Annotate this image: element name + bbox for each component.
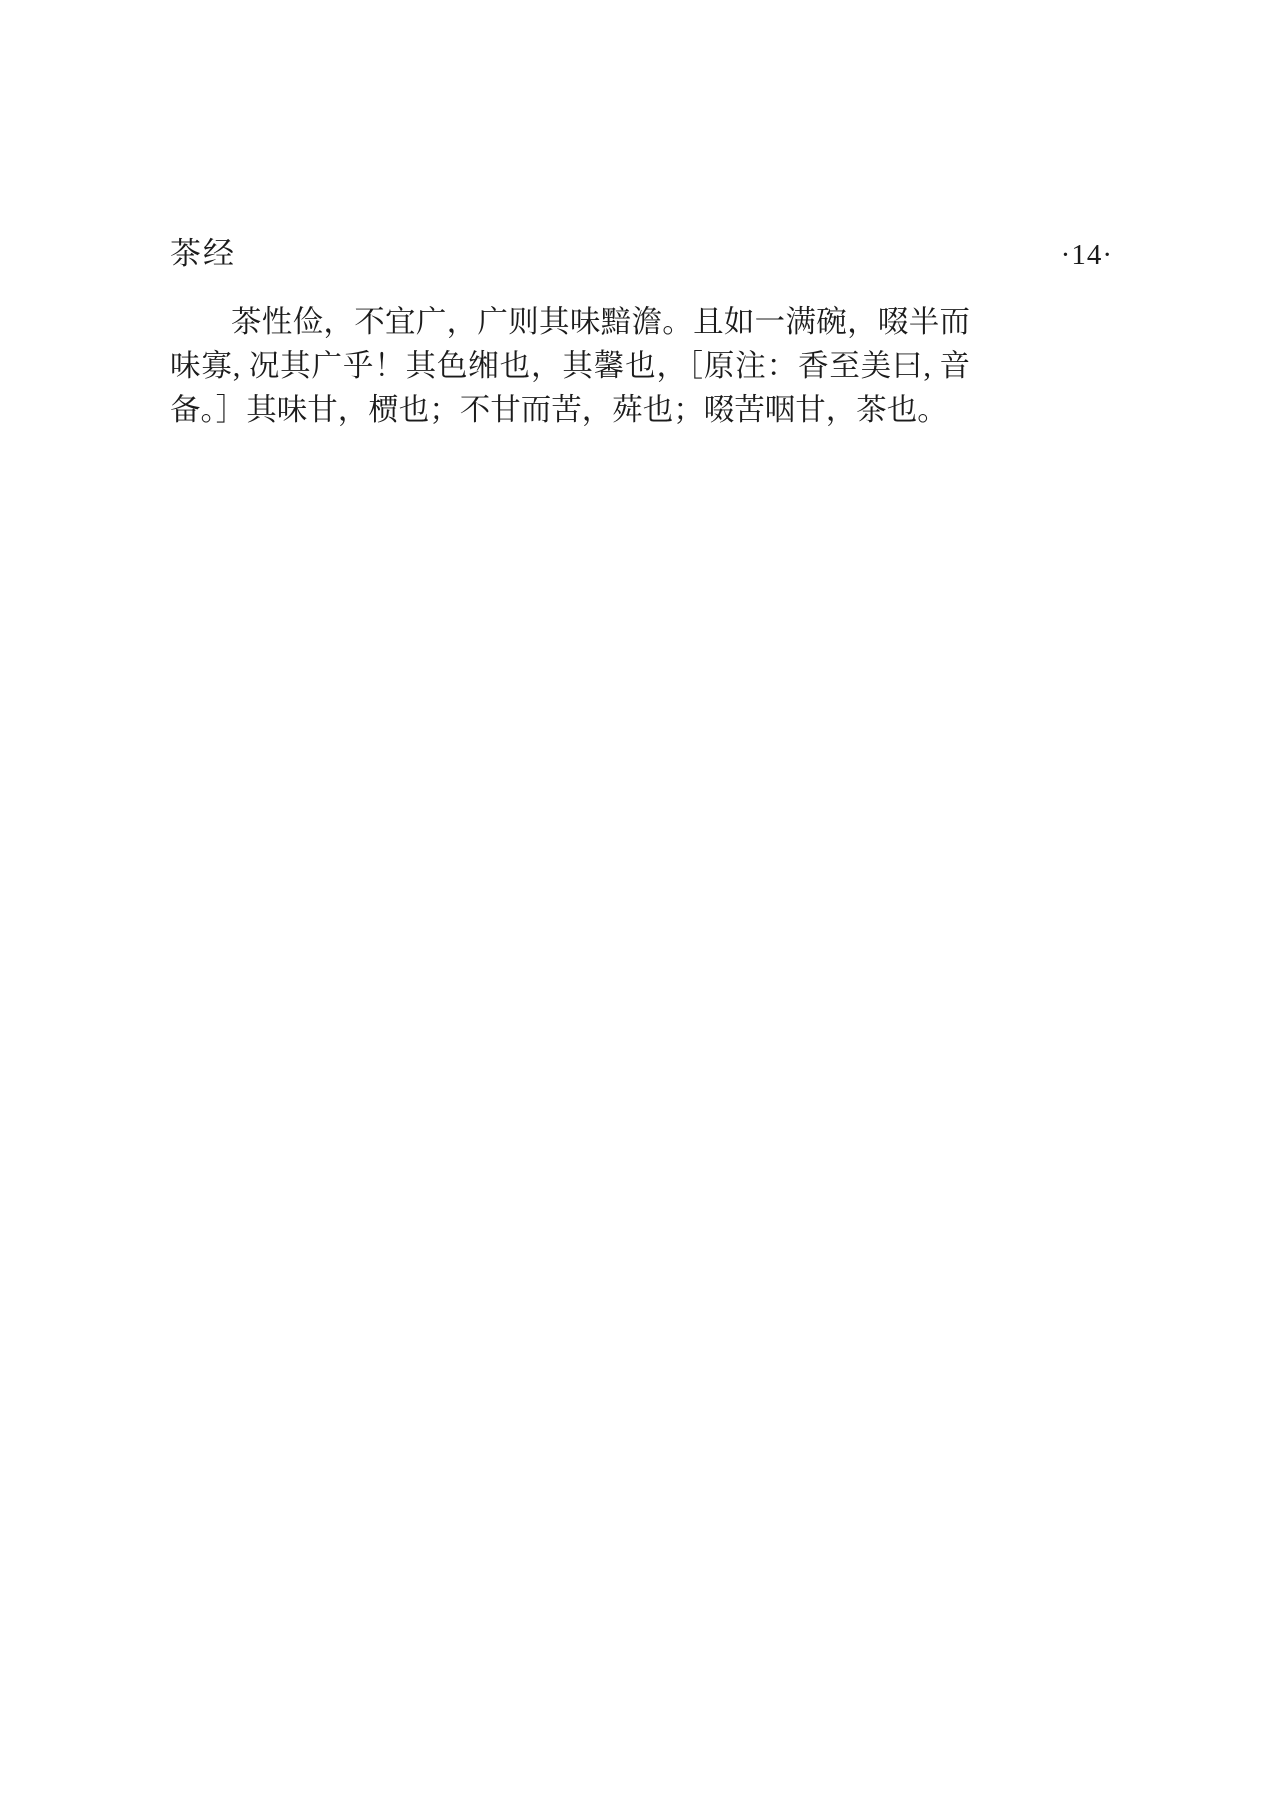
page-title: 茶经 (170, 236, 236, 271)
paragraph: 茶性俭，不宜广，广则其味黯澹。且如一满碗，啜半而味寡, 况其广乎！其色缃也，其馨也，［原注：香至美曰, 音备。］其味甘，槚也；不甘而苦，荈也；啜苦咽甘，茶也。 (170, 305, 970, 427)
page-number: ·14· (1060, 239, 1113, 271)
body-text (170, 300, 970, 432)
page-header (170, 228, 1113, 274)
